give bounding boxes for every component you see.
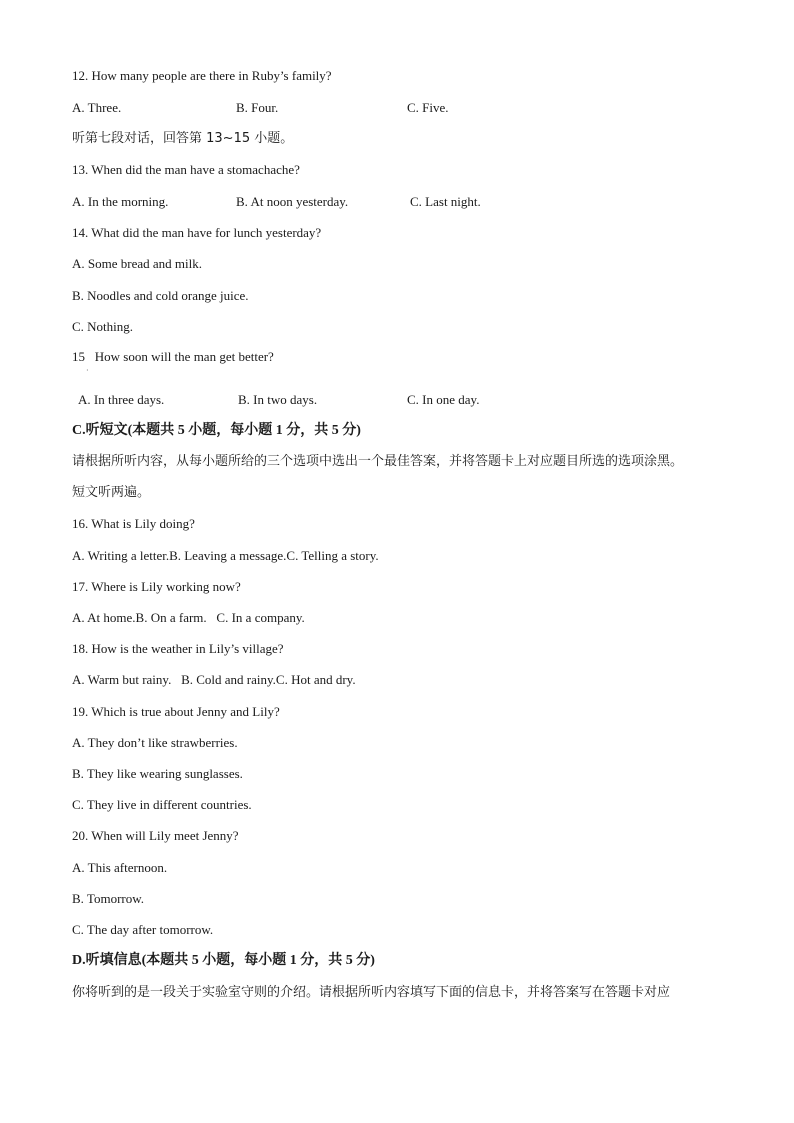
section-d-instruction: 你将听到的是一段关于实验室守则的介绍。请根据所听内容填写下面的信息卡，并将答案写在答题卡对应 <box>72 985 671 1000</box>
q13-option-a: A. In the morning. <box>72 194 169 209</box>
q12-option-a: A. Three. <box>72 100 122 115</box>
q20-option-c: C. The day after tomorrow. <box>72 922 214 937</box>
q19-stem: 19. Which is true about Jenny and Lily? <box>72 704 280 719</box>
q19-option-a: A. They don’t like strawberries. <box>72 735 238 750</box>
q14-option-b: B. Noodles and cold orange juice. <box>72 288 249 303</box>
q20-option-b: B. Tomorrow. <box>72 891 145 906</box>
q20-stem: 20. When will Lily meet Jenny? <box>72 828 239 843</box>
q12-option-b: B. Four. <box>236 100 279 115</box>
stray-dot: · <box>86 366 89 375</box>
section-d-heading: D.听填信息(本题共 5 小题，每小题 1 分，共 5 分) <box>72 953 375 968</box>
section-c-heading: C.听短文(本题共 5 小题，每小题 1 分，共 5 分) <box>72 423 361 438</box>
q14-stem: 14. What did the man have for lunch yesterday? <box>72 225 322 240</box>
q17-stem: 17. Where is Lily working now? <box>72 579 241 594</box>
q12-stem: 12. How many people are there in Ruby’s family? <box>72 68 332 83</box>
q14-option-c: C. Nothing. <box>72 319 134 334</box>
section-c-instruction: 请根据所听内容，从每小题所给的三个选项中选出一个最佳答案，并将答题卡上对应题目所选的选项涂黑。 <box>72 454 684 469</box>
q15-option-a: A. In three days. <box>78 392 165 407</box>
q12-option-c: C. Five. <box>407 100 449 115</box>
q14-option-a: A. Some bread and milk. <box>72 256 202 271</box>
section-c-note: 短文听两遍。 <box>72 485 151 500</box>
q18-stem: 18. How is the weather in Lily’s village? <box>72 641 284 656</box>
q16-options: A. Writing a letter.B. Leaving a message.C. Telling a story. <box>72 548 379 563</box>
q16-stem: 16. What is Lily doing? <box>72 516 195 531</box>
q15-stem: 15 How soon will the man get better? <box>72 349 274 364</box>
q13-option-b: B. At noon yesterday. <box>236 194 349 209</box>
q15-option-b: B. In two days. <box>238 392 318 407</box>
q17-options: A. At home.B. On a farm. C. In a company. <box>72 610 305 625</box>
q19-option-b: B. They like wearing sunglasses. <box>72 766 243 781</box>
q13-stem: 13. When did the man have a stomachache? <box>72 162 300 177</box>
q20-option-a: A. This afternoon. <box>72 860 168 875</box>
q13-option-c: C. Last night. <box>410 194 481 209</box>
q19-option-c: C. They live in different countries. <box>72 797 252 812</box>
q15-option-c: C. In one day. <box>407 392 480 407</box>
q18-options: A. Warm but rainy. B. Cold and rainy.C. Hot and dry. <box>72 672 356 687</box>
dialogue-7-intro: 听第七段对话，回答第 13~15 小题。 <box>72 131 294 146</box>
